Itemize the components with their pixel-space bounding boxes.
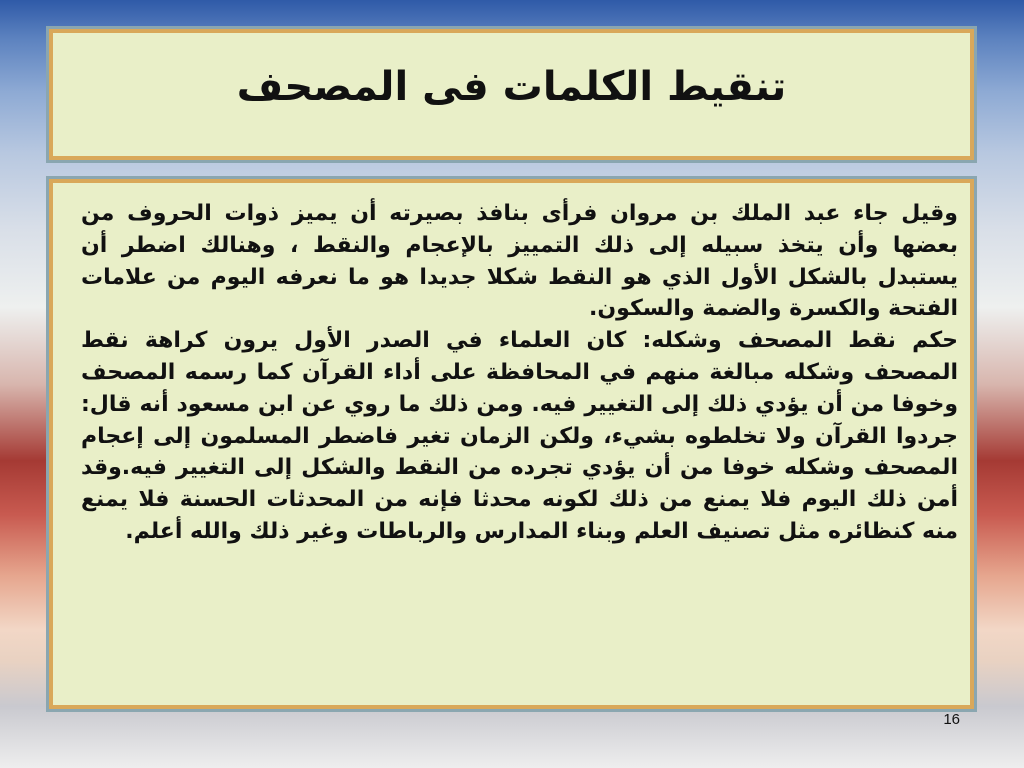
paragraph-2: حكم نقط المصحف وشكله: كان العلماء في الصدر الأول يرون كراهة نقط المصحف وشكله مبالغة منهم في المحافظة على أداء القرآن كما رسمه المصحف وخوفا من أن يؤدي ذلك إلى التغيير فيه. ومن ذلك ما روي عن ابن مسعود أنه قال: جردوا القرآن ولا تخلطوه بشيء، ولكن الزمان تغير فاضطر المسلمون إلى إعجام المصحف وشكله خوفا من أن يؤدي تجرده من النقط والشكل إلى التغيير فيه.وقد أمن ذلك اليوم فلا يمنع من ذلك لكونه محدثا فإنه من المحدثات الحسنة فلا يمنع منه كنظائره مثل تصنيف العلم وبناء المدارس والرباطات وغير ذلك والله أعلم. [81, 328, 958, 544]
paragraph-1: وقيل جاء عبد الملك بن مروان فرأى بنافذ بصيرته أن يميز ذوات الحروف من بعضها وأن يتخذ سبيله إلى ذلك التمييز بالإعجام والنقط ، وهنالك اضطر أن يستبدل بالشكل الأول الذي هو النقط شكلا جديدا هو ما نعرفه اليوم من علامات الفتحة والكسرة والضمة والسكون. [81, 201, 958, 322]
title-panel [49, 29, 974, 160]
body-panel [49, 179, 974, 709]
body-text [53, 183, 970, 548]
slide-title: تنقيط الكلمات فى المصحف [236, 64, 787, 110]
page-number: 16 [943, 711, 960, 728]
